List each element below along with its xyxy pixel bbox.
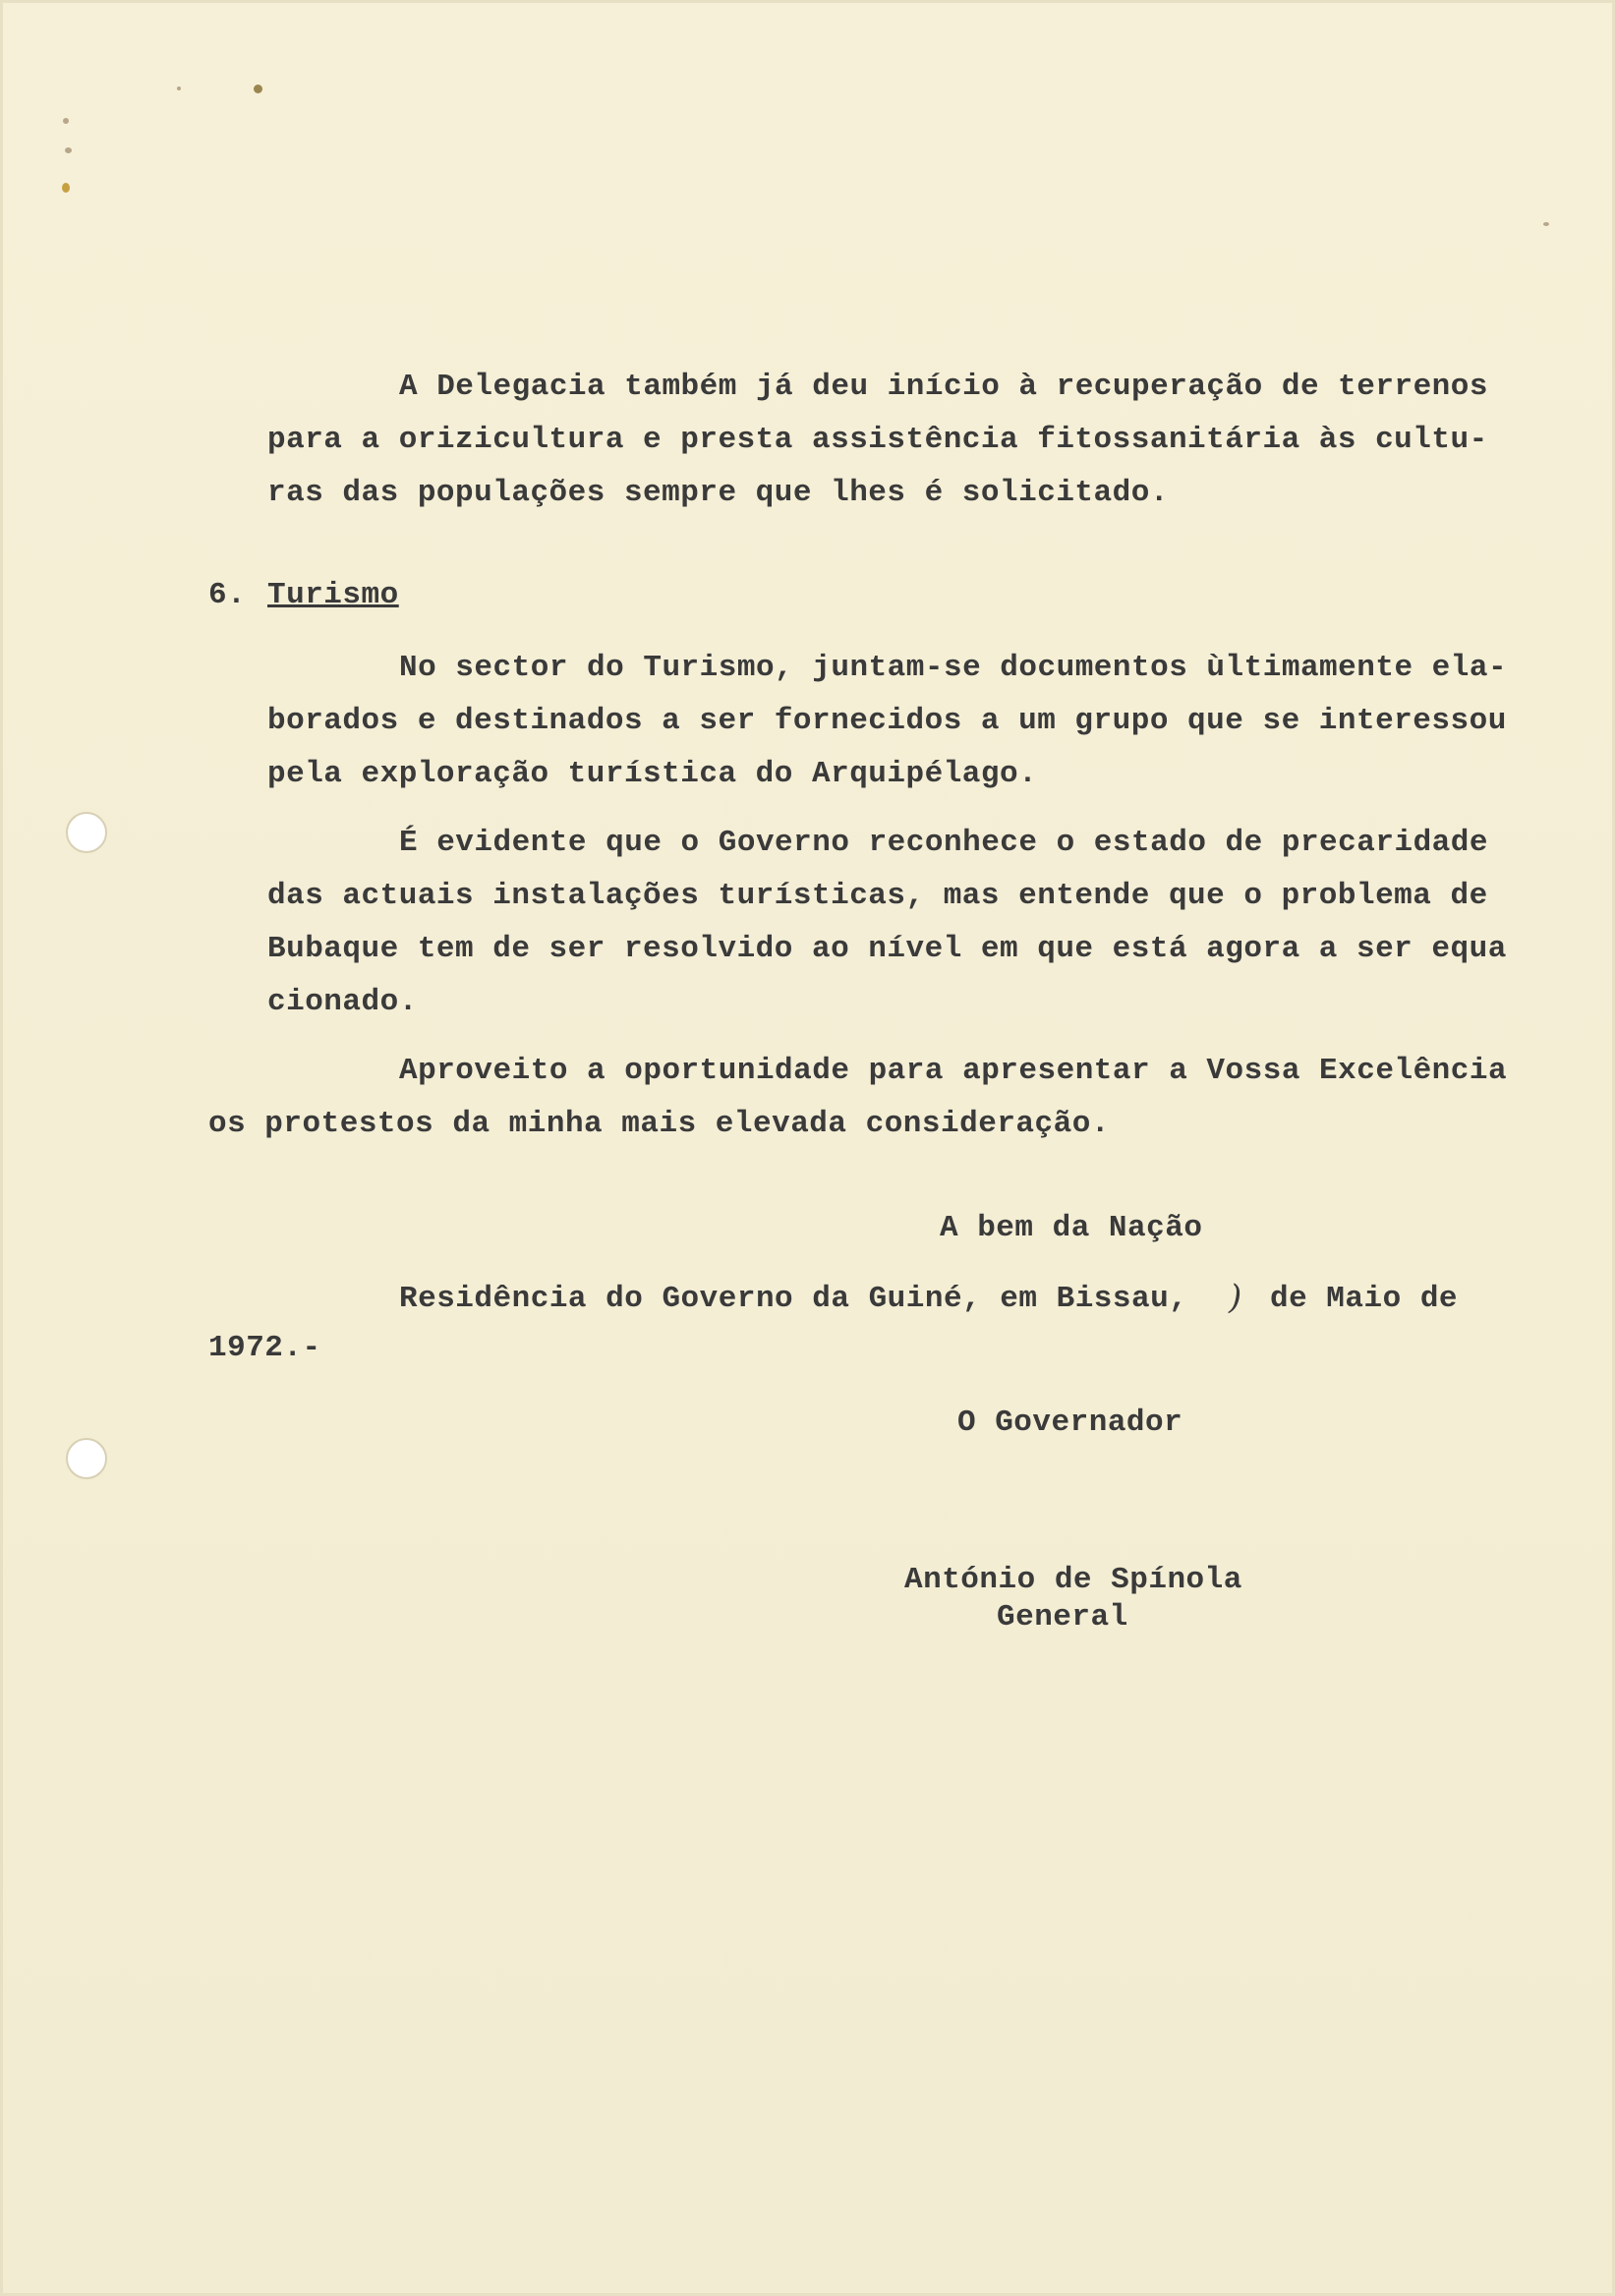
place-and-date-line: Residência do Governo da Guiné, em Bissau,: [399, 1282, 1188, 1316]
paper-speck: [1543, 222, 1549, 226]
paragraph-2-line-3: pela exploração turística do Arquipélago.: [267, 757, 1038, 791]
paragraph-3-line-2: das actuais instalações turísticas, mas entende que o problema de: [267, 879, 1488, 913]
section-number: 6.: [208, 578, 247, 612]
paper-speck: [62, 183, 70, 193]
paper-speck: [254, 85, 262, 93]
signatory-rank: General: [997, 1600, 1128, 1635]
paper-speck: [65, 147, 72, 153]
paper-speck: [177, 86, 181, 90]
signatory-title: O Governador: [957, 1406, 1183, 1440]
binder-hole-bottom: [66, 1438, 107, 1479]
signatory-name: António de Spínola: [904, 1563, 1242, 1597]
handwritten-day: ): [1229, 1278, 1242, 1317]
paragraph-3-line-3: Bubaque tem de ser resolvido ao nível em que está agora a ser equa: [267, 932, 1507, 966]
paragraph-4-line-2: os protestos da minha mais elevada consideração.: [208, 1107, 1110, 1141]
paragraph-1-line-3: ras das populações sempre que lhes é solicitado.: [267, 476, 1169, 510]
paragraph-1-line-1: A Delegacia também já deu início à recuperação de terrenos: [399, 370, 1488, 404]
paragraph-3-line-1: É evidente que o Governo reconhece o estado de precaridade: [399, 826, 1488, 860]
section-heading: Turismo: [267, 578, 399, 612]
date-year: 1972.-: [208, 1331, 321, 1365]
binder-hole-top: [66, 812, 107, 853]
closing-salutation: A bem da Nação: [940, 1211, 1203, 1245]
paragraph-1-line-2: para a orizicultura e presta assistência fitossanitária às cultu-: [267, 423, 1488, 457]
place-and-date-line-end: de Maio de: [1270, 1282, 1459, 1316]
paper-speck: [63, 118, 69, 124]
paragraph-3-line-4: cionado.: [267, 985, 418, 1019]
paragraph-2-line-1: No sector do Turismo, juntam-se documentos ùltimamente ela-: [399, 651, 1508, 685]
paragraph-4-line-1: Aproveito a oportunidade para apresentar a Vossa Excelência: [399, 1054, 1508, 1088]
paragraph-2-line-2: borados e destinados a ser fornecidos a um grupo que se interessou: [267, 704, 1507, 738]
